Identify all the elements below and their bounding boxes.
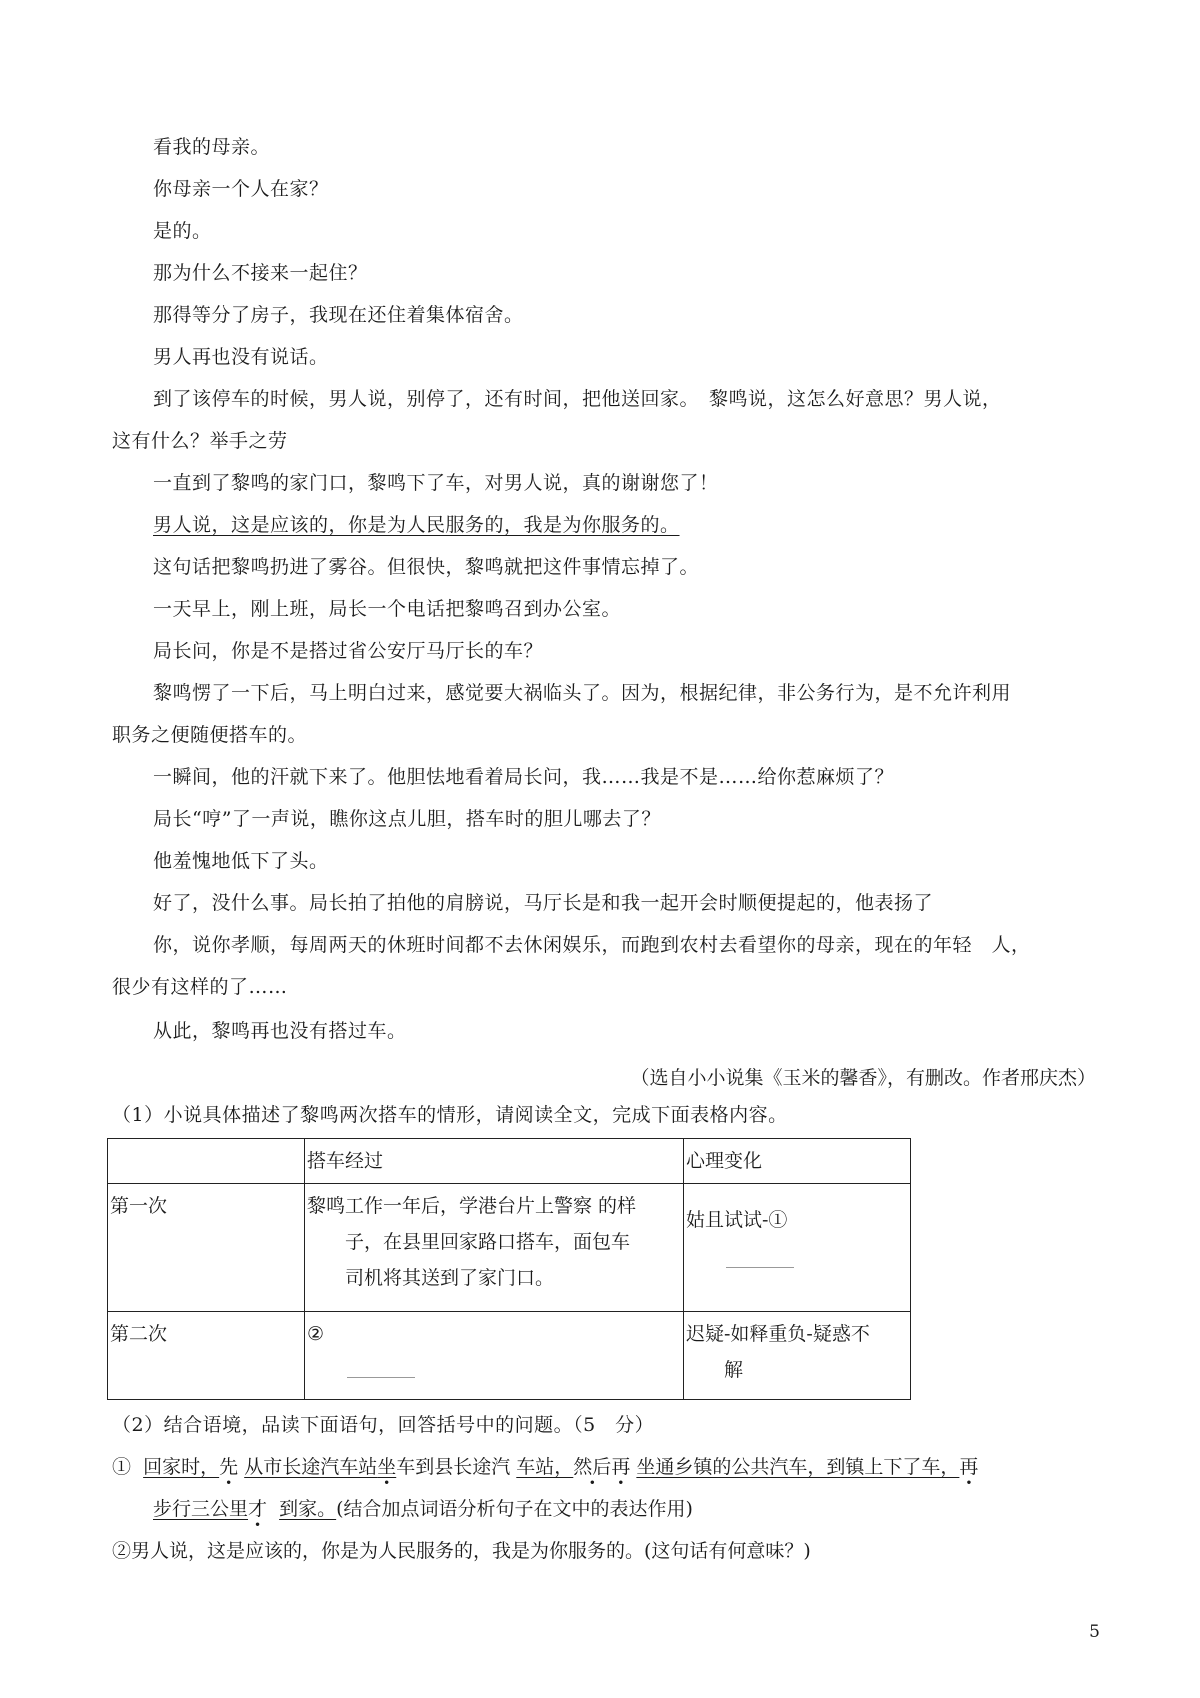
- row-label: 第二次: [108, 1312, 305, 1400]
- underlined-sentence: 男人说，这是应该的，你是为人民服务的，我是为你服务的。: [153, 514, 680, 536]
- story-line: 那为什么不接来一起住？: [153, 262, 368, 284]
- quoted-text: 从市长途汽车站: [244, 1456, 378, 1478]
- source-citation: （选自小小说集《玉米的馨香》，有删改。作者邢庆杰）: [630, 1067, 1096, 1089]
- story-line: 他羞愧地低下了头。: [153, 850, 329, 872]
- quoted-text: 到家。: [279, 1498, 337, 1520]
- quoted-text: 回家时，: [143, 1456, 220, 1478]
- table-header-cell: [108, 1139, 305, 1184]
- story-line: 那得等分了房子，我现在还住着集体宿舍。: [153, 304, 524, 326]
- story-line: 很少有这样的了……: [112, 976, 288, 998]
- story-line: 局长“哼”了一声说，瞧你这点儿胆，搭车时的胆儿哪去了？: [153, 808, 661, 830]
- table-row: [108, 1312, 911, 1400]
- story-line: 好了，没什么事。局长拍了拍他的肩膀说，马厅长是和我一起开会时顺便提起的，他表扬了: [153, 892, 934, 914]
- answer-blank[interactable]: [726, 1266, 794, 1268]
- process-text: 子，在县里回家路口搭车，面包车: [345, 1231, 631, 1254]
- story-line: 一直到了黎鸣的家门口，黎鸣下了车，对男人说，真的谢谢您了！: [153, 472, 719, 494]
- process-cell: [305, 1184, 684, 1312]
- process-text: 司机将其送到了家门口。: [345, 1267, 555, 1290]
- story-line: 看我的母亲。: [153, 136, 271, 158]
- story-line: 局长问，你是不是搭过省公安厅马厅长的车？: [153, 640, 544, 662]
- item-number: ①: [112, 1456, 132, 1478]
- dotted-word: 再: [959, 1456, 979, 1478]
- question-1-prompt: （1）小说具体描述了黎鸣两次搭车的情形，请阅读全文，完成下面表格内容。: [112, 1104, 788, 1126]
- psych-text: 解: [724, 1359, 744, 1382]
- answer-table: [107, 1138, 911, 1400]
- answer-blank[interactable]: [347, 1376, 415, 1378]
- quoted-text: 步行三公里: [153, 1498, 249, 1520]
- story-line: 黎鸣愣了一下后，马上明白过来，感觉要大祸临头了。因为，根据纪律，非公务行为，是不允许利用: [153, 682, 1012, 704]
- dotted-word: 才: [248, 1498, 268, 1520]
- dotted-word: 先: [219, 1456, 239, 1478]
- psych-text: 迟疑-如释重负-疑惑不: [686, 1323, 870, 1346]
- psych-cell: [684, 1312, 911, 1400]
- question-2-item-1-cont: [153, 1494, 693, 1521]
- story-line: 到了该停车的时候，男人说，别停了，还有时间，把他送回家。 黎鸣说，这怎么好意思？男人说，: [153, 388, 1002, 410]
- row-label: 第一次: [108, 1184, 305, 1312]
- story-line: 男人再也没有说话。: [153, 346, 329, 368]
- quoted-text: 车到县长途汽: [396, 1456, 511, 1478]
- psych-cell[interactable]: [684, 1184, 911, 1312]
- dotted-word: 然后: [573, 1456, 612, 1478]
- blank-marker: ②: [307, 1323, 325, 1346]
- dotted-word: 坐: [377, 1456, 397, 1478]
- story-line: 这句话把黎鸣扔进了雾谷。但很快，黎鸣就把这件事情忘掉了。: [153, 556, 700, 578]
- question-2-item-2: ②男人说，这是应该的，你是为人民服务的，我是为你服务的。(这句话有何意味？): [112, 1540, 811, 1562]
- story-line: 从此，黎鸣再也没有搭过车。: [153, 1020, 407, 1042]
- dotted-word: 再: [611, 1456, 631, 1478]
- table-header-cell: 搭车经过: [305, 1139, 684, 1184]
- page-number: 5: [1089, 1622, 1100, 1642]
- quoted-text: 坐通乡镇的公共汽车，到镇上下了车，: [636, 1456, 960, 1478]
- story-line: 一天早上，刚上班，局长一个电话把黎鸣召到办公室。: [153, 598, 622, 620]
- story-line: 这有什么？举手之劳: [112, 430, 288, 452]
- story-line: 一瞬间，他的汗就下来了。他胆怯地看着局长问，我……我是不是……给你惹麻烦了？: [153, 766, 895, 788]
- question-2-prompt: （2）结合语境，品读下面语句，回答括号中的问题。（5 分）: [112, 1414, 655, 1436]
- story-line: 你母亲一个人在家？: [153, 178, 329, 200]
- table-header-cell: 心理变化: [684, 1139, 911, 1184]
- question-2-item-1: [112, 1452, 978, 1479]
- question-note: (结合加点词语分析句子在文中的表达作用): [336, 1498, 693, 1520]
- story-line: 你，说你孝顺，每周两天的休班时间都不去休闲娱乐，而跑到农村去看望你的母亲，现在的年轻 人，: [153, 934, 1031, 956]
- table-row: [108, 1184, 911, 1312]
- story-line: 是的。: [153, 220, 212, 242]
- story-line: 职务之便随便搭车的。: [112, 724, 308, 746]
- psych-text: 姑且试试-①: [686, 1209, 788, 1232]
- quoted-text: 车站，: [516, 1456, 574, 1478]
- table-header-row: [108, 1139, 911, 1184]
- process-cell[interactable]: [305, 1312, 684, 1400]
- process-text: 黎鸣工作一年后，学港台片上警察 的样: [307, 1195, 637, 1218]
